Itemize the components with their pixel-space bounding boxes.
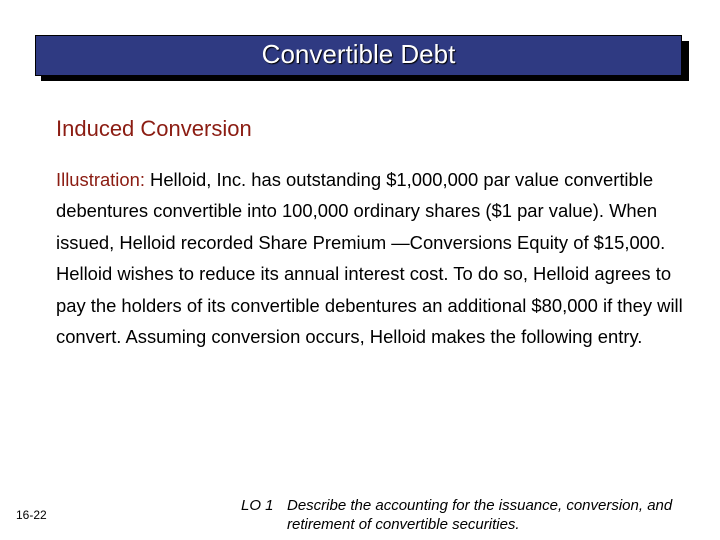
title-bar bbox=[35, 35, 682, 76]
illustration-text: Helloid, Inc. has outstanding $1,000,000 par value convertible debentures convertible into 100,000 ordinary shares ($1 par value). When issued, Helloid recorded Share Premium —Conversions Equity of $15,000. Helloid wishes to reduce its annual interest cost. To do so, Helloid agrees to pay the holders of its convertible debentures an additional $80,000 if they will convert. Assuming conversion occurs, Helloid makes the following entry. bbox=[56, 169, 683, 348]
slide-number: 16-22 bbox=[16, 508, 47, 522]
illustration-paragraph bbox=[56, 164, 696, 352]
slide-title: Convertible Debt bbox=[261, 38, 456, 69]
learning-objective-text: Describe the accounting for the issuance, conversion, and retirement of convertible securities. bbox=[287, 497, 673, 533]
illustration-label: Illustration: bbox=[56, 169, 145, 190]
learning-objective bbox=[241, 496, 711, 534]
learning-objective-label: LO 1 bbox=[241, 497, 274, 514]
section-subtitle: Induced Conversion bbox=[56, 116, 252, 141]
